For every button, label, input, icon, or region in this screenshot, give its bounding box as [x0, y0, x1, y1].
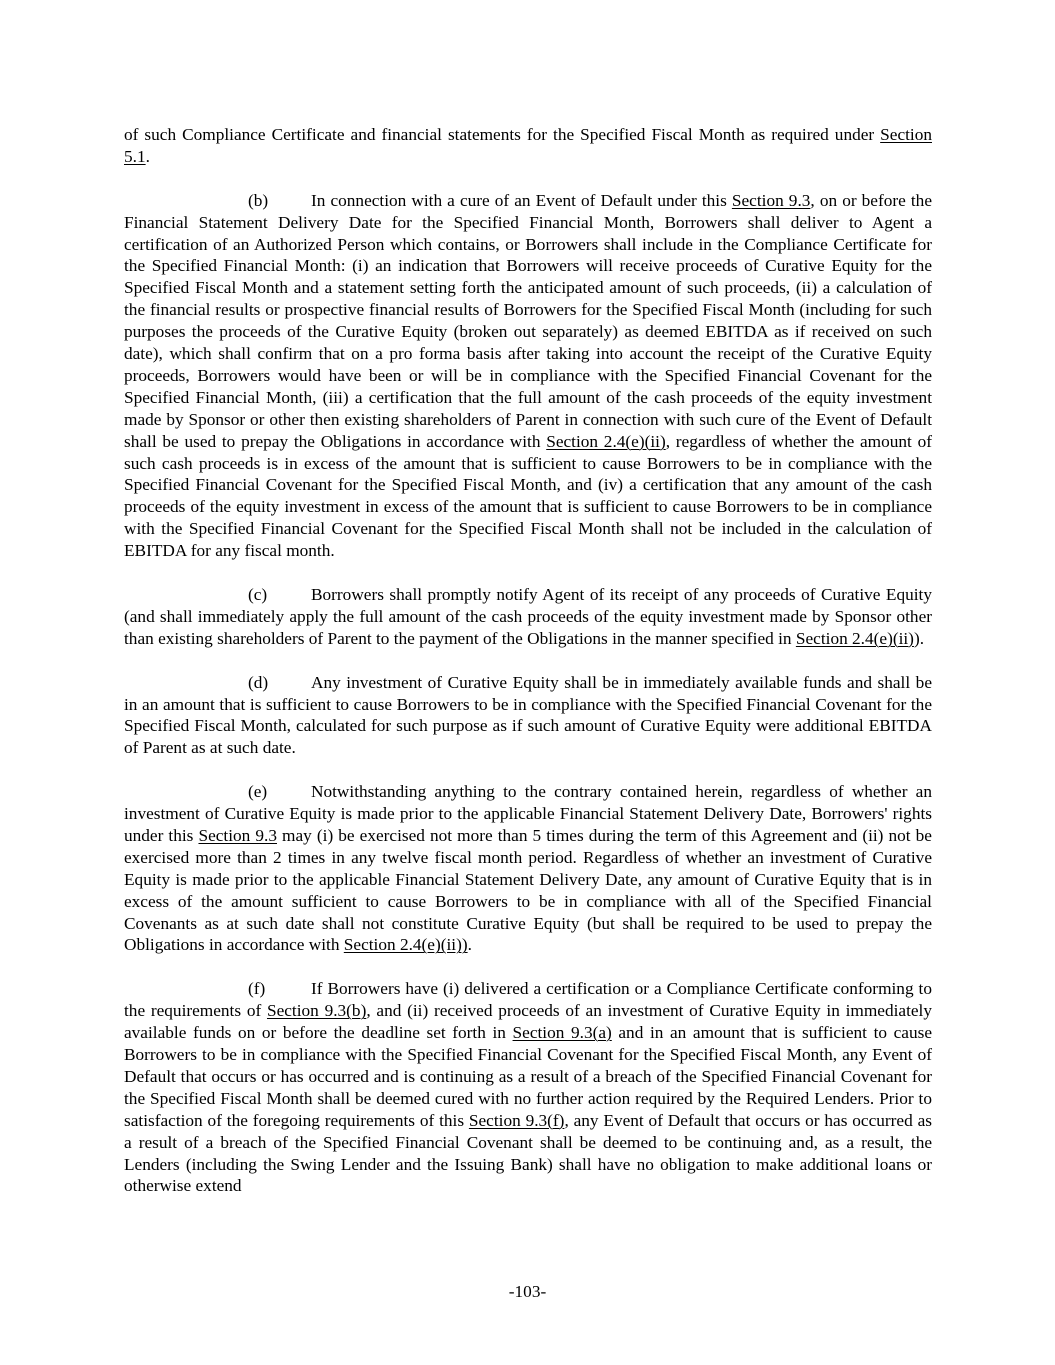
paragraph-label: (e): [248, 782, 268, 802]
paragraph-text: ).: [913, 628, 925, 648]
paragraph-f: [124, 978, 932, 1197]
paragraph-text: may (i) be exercised not more than 5 times during the term of this Agreement and (ii) not be exercised more than 2 times in any twelve fiscal month period. Regardless of whether an investment of Curative Equity is made prior to the applicable Financial Statement Delivery Date, any amount of Curative Equity that is in excess of the amount sufficient to cause Borrowers to be in compliance with all of the Specified Financial Covenants as at such date shall not constitute Curative Equity (but shall be required to be used to prepay the Obligations in accordance with: [124, 825, 932, 955]
section-reference: Section 9.3(f): [468, 1110, 565, 1130]
paragraph-label: (f): [248, 979, 266, 999]
paragraph-label: (b): [248, 190, 269, 210]
page-number: -103-: [508, 1282, 547, 1301]
paragraph-text: If Borrowers have (i) delivered a certification or a Compliance Certificate conforming to the requirements of: [124, 979, 932, 1021]
paragraph-text: , any Event of Default that occurs or has occurred as a result of a breach of the Specified Financial Covenant shall be deemed to be continuing and, as a result, the Lenders (including the Swing Lender and the Issuing Bank) shall have no obligation to make additional loans or otherwise extend: [124, 1110, 932, 1196]
section-reference: Section 2.4(e)(ii): [795, 628, 914, 648]
paragraph-text: , on or before the Financial Statement Delivery Date for the Specified Financial Month, Borrowers shall deliver to Agent a certification of an Authorized Person which contains, or Borrowers shall include in the Compliance Certificate for the Specified Financial Month: (i) an indication that Borrowers will receive proceeds of Curative Equity for the Specified Fiscal Month and a statement setting forth the anticipated amount of such proceeds, (ii) a calculation of the financial results or prospective financial results of Borrowers for the Specified Fiscal Month (including for such purposes the proceeds of the Curative Equity (broken out separately) as deemed EBITDA as if received on such date), which shall confirm that on a pro forma basis after taking into account the receipt of the Curative Equity proceeds, Borrowers would have been or will be in compliance with the Specified Financial Covenant for the Specified Financial Month, (iii) a certification that the full amount of the cash proceeds of the equity investment made by Sponsor or other then existing shareholders of Parent in connection with such cure of the Event of Default shall be used to prepay the Obligations in accordance with: [124, 190, 932, 451]
section-reference: Section 9.3: [198, 825, 277, 845]
section-reference: Section 2.4(e)(ii): [546, 431, 666, 451]
section-reference: Section 2.4(e)(ii)): [343, 935, 468, 955]
paragraph-text: , and (ii) received proceeds of an investment of Curative Equity in immediately available funds on or before the deadline set forth in: [124, 1001, 932, 1043]
section-reference: Section 9.3: [731, 190, 811, 210]
section-reference: Section 5.1: [124, 125, 932, 166]
paragraph-text: Notwithstanding anything to the contrary contained herein, regardless of whether an investment of Curative Equity is made prior to the applicable Financial Statement Delivery Date, Borrowers' rights under this: [124, 782, 932, 845]
paragraph-text: of such Compliance Certificate and financial statements for the Specified Fiscal Month as required under: [124, 125, 881, 144]
paragraph-text: In connection with a cure of an Event of Default under this: [311, 190, 732, 210]
paragraph-label: (d): [248, 672, 269, 692]
paragraph-text: , regardless of whether the amount of such cash proceeds is in excess of the amount that is sufficient to cause Borrowers to be in compliance with the Specified Financial Covenant for the Specified Fiscal Month, and (iv) a certification that any amount of the cash proceeds of the equity investment in excess of the amount that is sufficient to cause Borrowers to be in compliance with the Specified Financial Covenant for the Specified Fiscal Month shall not be included in the calculation of EBITDA for any fiscal month.: [124, 431, 932, 561]
section-reference: Section 9.3(b): [266, 1001, 367, 1021]
paragraph-d: [124, 672, 932, 760]
paragraph-text: and in an amount that is sufficient to cause Borrowers to be in compliance with the Specified Financial Covenant for the Specified Fiscal Month, any Event of Default that occurs or has occurred and is continuing as a result of a breach of the Specified Financial Covenant for the Specified Fiscal Month shall be deemed cured with no further action required by the Required Lenders. Prior to satisfaction of the foregoing requirements of this: [124, 1023, 932, 1130]
paragraph-text: .: [467, 935, 472, 955]
paragraph-label: (c): [248, 585, 268, 604]
paragraph-text: .: [145, 146, 150, 166]
paragraph-text: Any investment of Curative Equity shall be in immediately available funds and shall be in an amount that is sufficient to cause Borrowers to be in compliance with the Specified Financial Covenant for the Specified Fiscal Month, calculated for such purpose as if such amount of Curative Equity were additional EBITDA of Parent as at such date.: [124, 672, 932, 758]
paragraph-b: [124, 190, 932, 562]
document-body: [124, 124, 932, 1219]
paragraph-e: [124, 781, 932, 956]
paragraph-continuation: [124, 124, 932, 168]
paragraph-c: [124, 584, 932, 650]
paragraph-text: Borrowers shall promptly notify Agent of its receipt of any proceeds of Curative Equity (and shall immediately apply the full amount of the cash proceeds of the equity investment made by Sponsor other than existing shareholders of Parent to the payment of the Obligations in the manner specified in: [124, 585, 932, 648]
section-reference: Section 9.3(a): [512, 1023, 612, 1043]
